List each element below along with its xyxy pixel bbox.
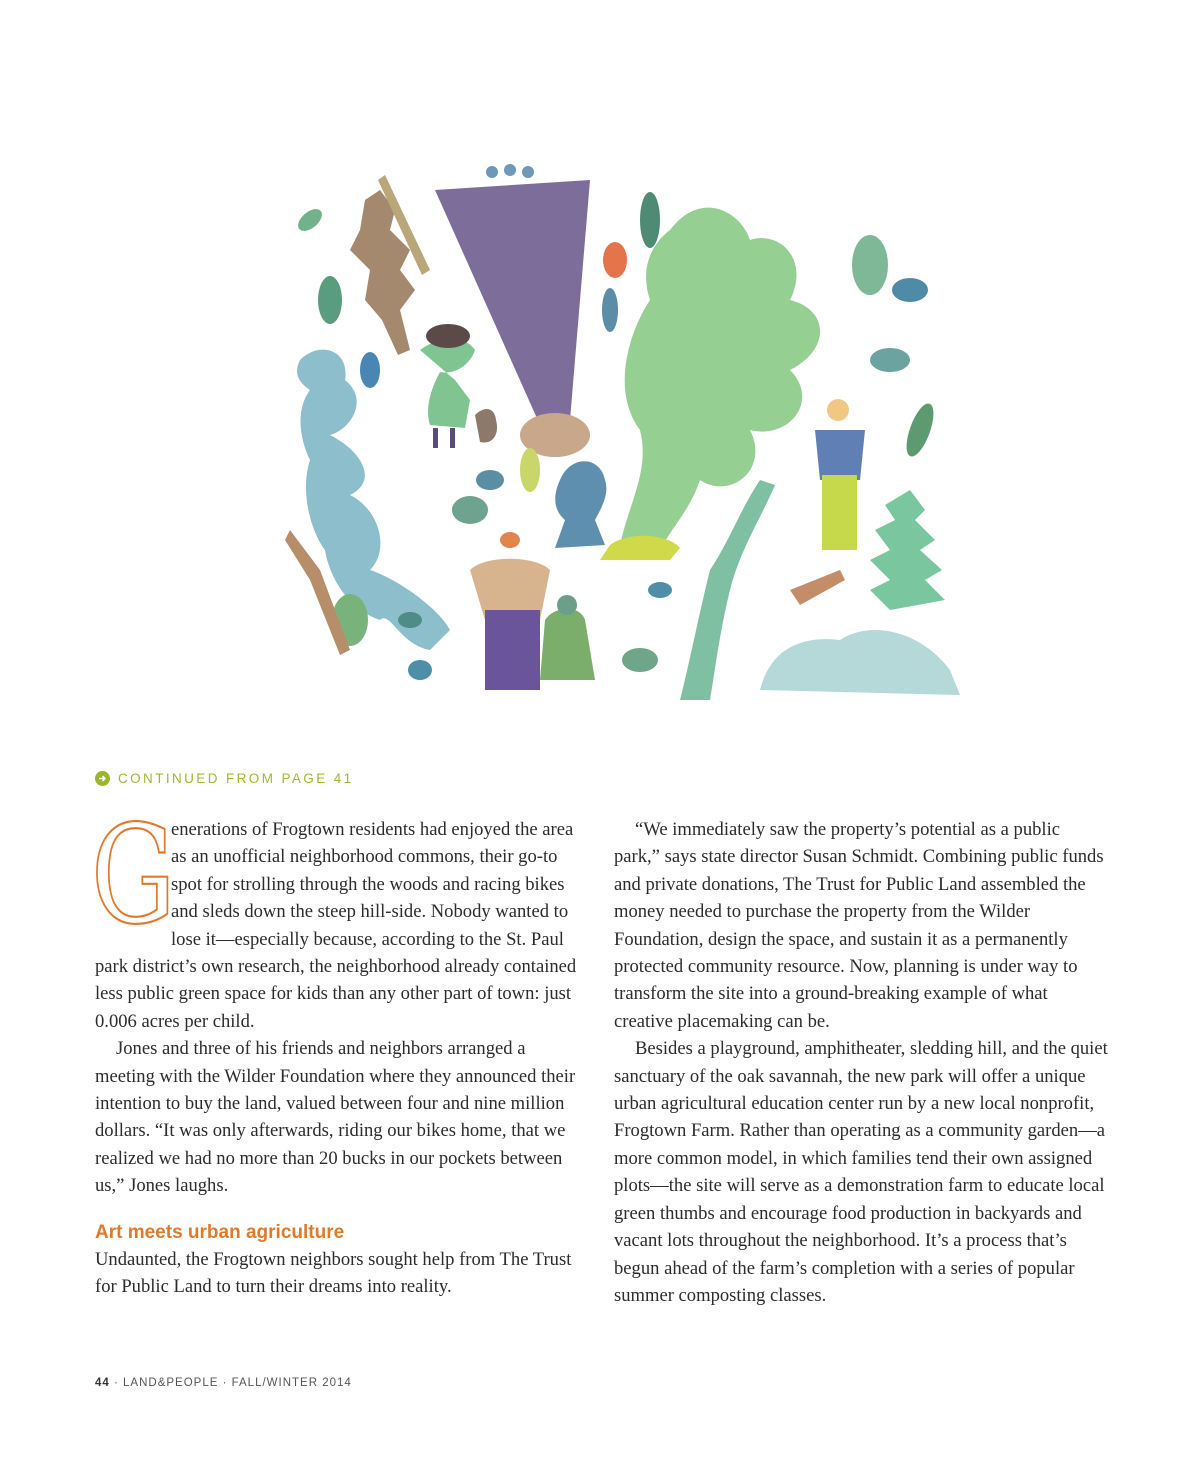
page-footer: [95, 1377, 352, 1389]
paragraph-4: “We immediately saw the property’s potential as a public park,” says state director Susan Schmidt. Combining public funds and private donations, The Trust for Public Land assembled the money needed to purchase the property from the Wilder Foundation, design the space, and sustain it as a permanently protected community resource. Now, planning is under way to transform the site into a ground-breaking example of what creative placemaking can be.: [614, 819, 1104, 1032]
publication-line: · LAND&PEOPLE · FALL/WINTER 2014: [114, 1377, 352, 1389]
paragraph-1: [91, 797, 587, 1035]
drop-cap-letter: G: [91, 797, 176, 955]
paragraph-2: Jones and three of his friends and neighbors arranged a meeting with the Wilder Foundation where they announced their intention to buy the land, valued between four and nine million dollars. “It was only afterwards, riding our bikes home, that we realized we had no more than 20 bucks in our pockets between us,” Jones laughs.: [95, 1038, 576, 1197]
continued-label: CONTINUED FROM PAGE 41: [118, 770, 354, 786]
paragraph-3: Undaunted, the Frogtown neighbors sought help from The Trust for Public Land to turn their dreams into reality.: [95, 1248, 572, 1298]
section-subhead: Art meets urban agriculture: [95, 1221, 345, 1243]
park-illustration: [270, 150, 960, 710]
drop-cap: [91, 797, 176, 955]
continued-from-line: [95, 768, 354, 788]
illustration-artwork: [270, 150, 960, 710]
arrow-right-glyph: [98, 774, 107, 783]
arrow-right-circle-icon: [95, 771, 110, 786]
page-number: 44: [95, 1377, 110, 1389]
paragraph-5: Besides a playground, amphitheater, sledding hill, and the quiet sanctuary of the oak savannah, the new park will offer a unique urban agricultural education center run by a new local nonprofit, Frogtown Farm. Rather than operating as a community garden—a more common model, in which families tend their own assigned plots—the site will serve as a demonstration farm to educate local green thumbs and encourage food production in backyards and vacant lots throughout the neighborhood. It’s a process that’s begun ahead of the farm’s completion with a series of popular summer composting classes.: [614, 1038, 1108, 1306]
article-column-left: [91, 797, 587, 1301]
article-column-right: [614, 816, 1109, 1309]
paragraph-1-text: enerations of Frogtown residents had enjoyed the area as an unofficial neighborhood commons, their go-to spot for strolling through the woods and racing bikes and sleds down the steep hill-side. Nobody wanted to lose it—especially because, according to the St. Paul park district’s own research, the neighborhood already contained less public green space for kids than any other part of town: just 0.006 acres per child.: [95, 819, 577, 1032]
